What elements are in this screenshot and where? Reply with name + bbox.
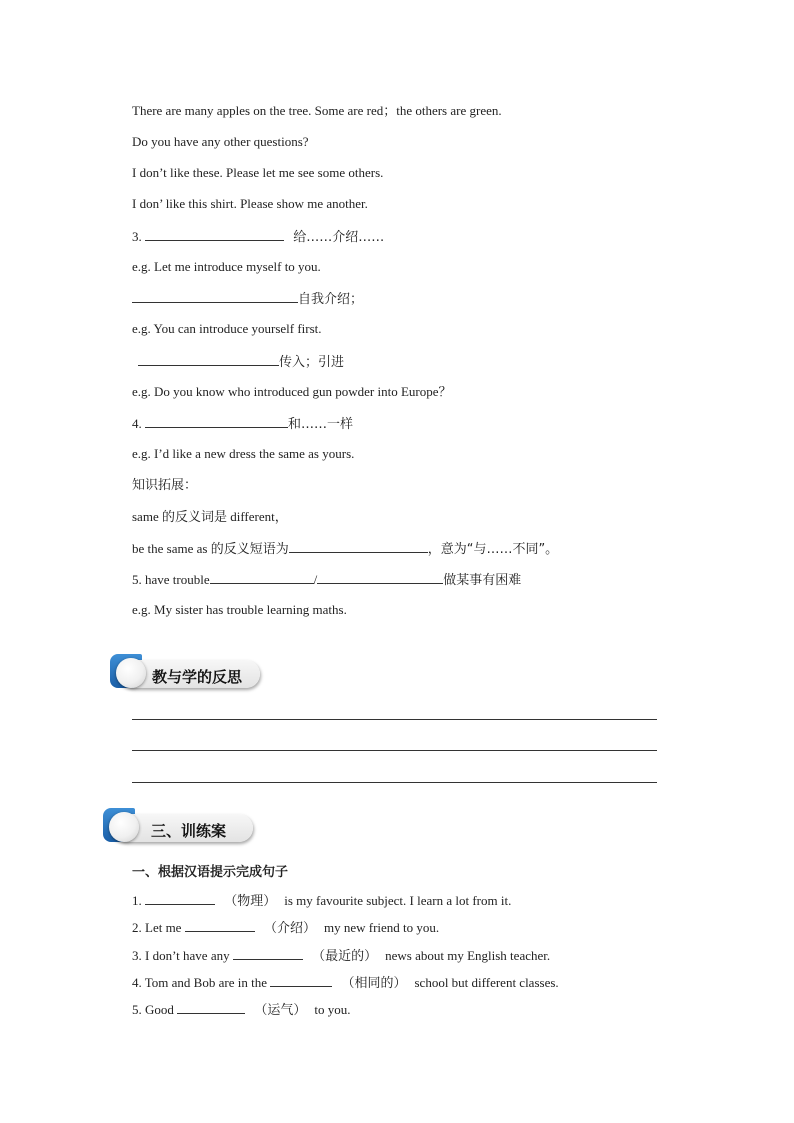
exercise-heading: 一、根据汉语提示完成句子 bbox=[132, 865, 289, 880]
note-text: be the same as 的反义短语为 bbox=[132, 541, 289, 556]
item-number: 3. bbox=[132, 229, 142, 244]
knowledge-note bbox=[132, 540, 558, 558]
item-suffix: to you. bbox=[314, 1002, 351, 1017]
example-sentence: e.g. I’d like a new dress the same as yours. bbox=[132, 446, 355, 461]
header-circle-decoration bbox=[109, 812, 139, 842]
note-text: ，意为“与……不同”。 bbox=[427, 542, 559, 557]
separator: / bbox=[313, 572, 318, 587]
example-sentence: e.g. Let me introduce myself to you. bbox=[132, 259, 321, 274]
fill-blank[interactable] bbox=[145, 228, 284, 241]
item-prefix: 2. Let me bbox=[132, 920, 182, 935]
fill-blank[interactable] bbox=[210, 571, 314, 584]
fill-blank[interactable] bbox=[270, 974, 332, 987]
item-number: 4. bbox=[132, 416, 142, 431]
fill-blank[interactable] bbox=[317, 571, 443, 584]
example-sentence: There are many apples on the tree. Some are red；the others are green. bbox=[132, 103, 502, 118]
item-prefix: 1. bbox=[132, 893, 142, 908]
hint: （最近的） bbox=[312, 949, 378, 964]
example-sentence: e.g. Do you know who introduced gun powder into Europe？ bbox=[132, 384, 452, 399]
section-header-reflection bbox=[110, 654, 270, 688]
example-sentence: e.g. My sister has trouble learning maths. bbox=[132, 602, 347, 617]
item-suffix: is my favourite subject. I learn a lot from it. bbox=[284, 893, 512, 908]
fill-blank[interactable] bbox=[233, 947, 303, 960]
example-sentence: e.g. You can introduce yourself first. bbox=[132, 321, 322, 336]
writing-line[interactable] bbox=[132, 719, 657, 720]
chinese-meaning: 自我介绍； bbox=[298, 292, 364, 307]
knowledge-note: same 的反义词是 different， bbox=[132, 509, 288, 524]
writing-line[interactable] bbox=[132, 782, 657, 783]
fill-blank[interactable] bbox=[185, 919, 255, 932]
section-header-training bbox=[103, 808, 263, 842]
item-prefix: 5. Good bbox=[132, 1002, 174, 1017]
section-title: 三、训练案 bbox=[151, 822, 227, 840]
example-sentence: Do you have any other questions? bbox=[132, 134, 309, 149]
item-suffix: school but different classes. bbox=[414, 975, 559, 990]
item-prefix: 4. Tom and Bob are in the bbox=[132, 975, 267, 990]
phrase-item-4 bbox=[132, 415, 353, 433]
hint: （相同的） bbox=[341, 976, 407, 991]
exercise-item bbox=[132, 892, 511, 910]
example-sentence: I don’t like these. Please let me see some others. bbox=[132, 165, 384, 180]
phrase-item-3 bbox=[132, 228, 384, 246]
exercise-item bbox=[132, 974, 559, 992]
header-circle-decoration bbox=[116, 658, 146, 688]
fill-blank[interactable] bbox=[132, 290, 298, 303]
item-suffix: news about my English teacher. bbox=[385, 948, 551, 963]
phrase-text: 5. have trouble bbox=[132, 572, 210, 587]
section-title: 教与学的反思 bbox=[152, 668, 243, 686]
phrase-item-5 bbox=[132, 571, 521, 589]
writing-line[interactable] bbox=[132, 750, 657, 751]
exercise-item bbox=[132, 919, 439, 937]
fill-blank[interactable] bbox=[138, 353, 279, 366]
chinese-meaning: 给……介绍…… bbox=[293, 230, 385, 245]
knowledge-extension-label: 知识拓展： bbox=[132, 478, 198, 493]
hint: （物理） bbox=[224, 894, 277, 909]
exercise-item bbox=[132, 947, 550, 965]
phrase-subitem bbox=[138, 353, 344, 371]
fill-blank[interactable] bbox=[145, 415, 288, 428]
chinese-meaning: 做某事有困难 bbox=[443, 573, 522, 588]
fill-blank[interactable] bbox=[177, 1001, 245, 1014]
hint: （运气） bbox=[254, 1003, 307, 1018]
chinese-meaning: 和……一样 bbox=[288, 417, 354, 432]
chinese-meaning: 传入；引进 bbox=[279, 355, 345, 370]
item-suffix: my new friend to you. bbox=[323, 920, 440, 935]
exercise-item bbox=[132, 1001, 351, 1019]
phrase-subitem bbox=[132, 290, 363, 308]
item-prefix: 3. I don’t have any bbox=[132, 948, 230, 963]
example-sentence: I don’ like this shirt. Please show me another. bbox=[132, 196, 368, 211]
hint: （介绍） bbox=[263, 921, 316, 936]
fill-blank[interactable] bbox=[145, 892, 215, 905]
fill-blank[interactable] bbox=[289, 540, 428, 553]
